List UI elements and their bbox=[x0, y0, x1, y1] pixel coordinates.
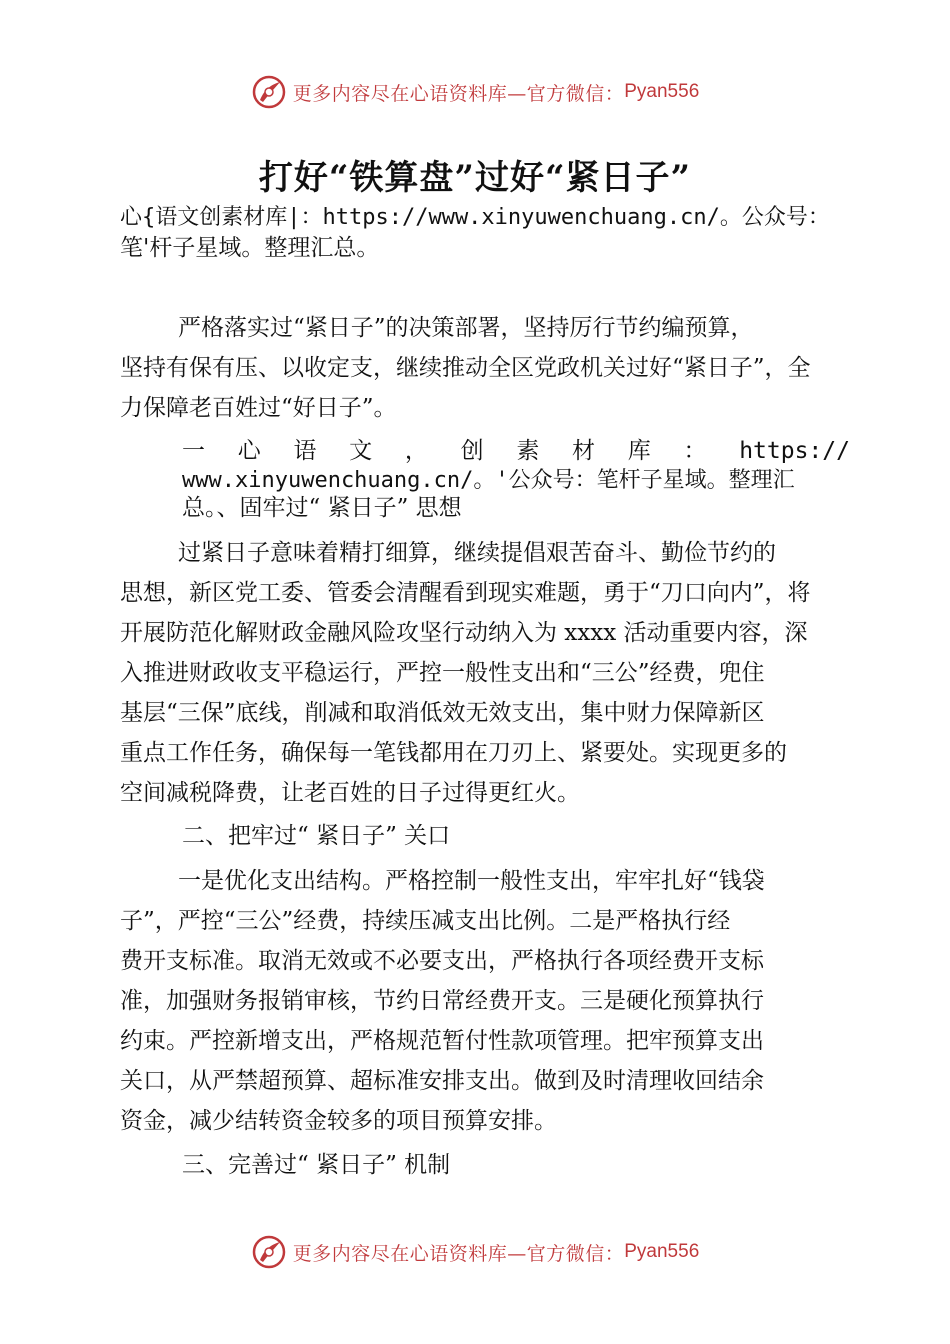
section1-heading-spread bbox=[182, 436, 850, 466]
section1-line: www.xinyuwenchuang.cn/。'公众号：笔杆子星域。整理汇 bbox=[182, 468, 795, 493]
banner-text: 更多内容尽在心语资料库—官方微信： bbox=[292, 1242, 625, 1265]
spread-char: 心 bbox=[237, 438, 261, 464]
paragraph-line: 约束。严控新增支出，严格规范暂付性款项管理。把牢预算支出 bbox=[120, 1028, 764, 1054]
paragraph-line: 关口，从严禁超预算、超标准安排支出。做到及时清理收回结余 bbox=[120, 1068, 764, 1094]
paragraph-line: 入推进财政收支平稳运行，严控一般性支出和“三公”经费，兜住 bbox=[120, 660, 765, 686]
spread-char: ： bbox=[683, 438, 707, 464]
spread-char: https:// bbox=[739, 438, 850, 464]
paragraph-line: 空间减税降费，让老百姓的日子过得更红火。 bbox=[120, 780, 580, 806]
spread-char: 材 bbox=[572, 438, 596, 464]
source-line: 心{语文创素材库|：https://www.xinyuwenchuang.cn/。公众号： bbox=[120, 205, 830, 230]
intro-line: 严格落实过“紧日子”的决策部署，坚持厉行节约编预算， bbox=[178, 315, 754, 341]
footer-banner bbox=[0, 1232, 950, 1272]
spread-char: 素 bbox=[516, 438, 540, 464]
intro-line: 力保障老百姓过“好日子”。 bbox=[120, 395, 397, 421]
paragraph-line: 过紧日子意味着精打细算，继续提倡艰苦奋斗、勤俭节约的 bbox=[178, 540, 776, 566]
seal-logo-icon bbox=[251, 1234, 287, 1270]
spread-char: 创 bbox=[460, 438, 484, 464]
section1-heading: 总。、固牢过“ 紧日子” 思想 bbox=[182, 495, 462, 521]
section2-heading: 二、把牢过“ 紧日子” 关口 bbox=[182, 823, 451, 849]
paragraph-line: 一是优化支出结构。严格控制一般性支出，牢牢扎好“钱袋 bbox=[178, 868, 765, 894]
header-banner bbox=[0, 72, 950, 112]
banner-wechat-id: Pyan556 bbox=[624, 81, 700, 102]
paragraph-line: 重点工作任务，确保每一笔钱都用在刀刃上、紧要处。实现更多的 bbox=[120, 740, 787, 766]
paragraph-line: 准，加强财务报销审核，节约日常经费开支。三是硬化预算执行 bbox=[120, 988, 764, 1014]
spread-char: 文 bbox=[349, 438, 373, 464]
paragraph-line: 费开支标准。取消无效或不必要支出，严格执行各项经费开支标 bbox=[120, 948, 764, 974]
banner-text: 更多内容尽在心语资料库—官方微信： bbox=[292, 82, 625, 105]
spread-char: ， bbox=[404, 438, 428, 464]
paragraph-line: 子”，严控“三公”经费，持续压减支出比例。二是严格执行经 bbox=[120, 908, 731, 934]
spread-char: 库 bbox=[627, 438, 651, 464]
intro-line: 坚持有保有压、以收定支，继续推动全区党政机关过好“紧日子”，全 bbox=[120, 355, 811, 381]
paragraph-line: 开展防范化解财政金融风险攻坚行动纳入为 xxxx 活动重要内容，深 bbox=[120, 620, 808, 646]
paragraph-line: 资金，减少结转资金较多的项目预算安排。 bbox=[120, 1108, 557, 1134]
spread-char: 一 bbox=[182, 438, 205, 464]
seal-logo-icon bbox=[251, 74, 287, 110]
paragraph-line: 思想，新区党工委、管委会清醒看到现实难题，勇于“刀口向内”，将 bbox=[120, 580, 811, 606]
banner-wechat-id: Pyan556 bbox=[624, 1241, 700, 1262]
document-title: 打好“铁算盘”过好“紧日子” bbox=[258, 158, 692, 198]
section3-heading: 三、完善过“ 紧日子” 机制 bbox=[182, 1152, 451, 1178]
spread-char: 语 bbox=[293, 438, 317, 464]
source-line: 笔'杆子星域。整理汇总。 bbox=[120, 235, 380, 261]
paragraph-line: 基层“三保”底线，削减和取消低效无效支出，集中财力保障新区 bbox=[120, 700, 765, 726]
